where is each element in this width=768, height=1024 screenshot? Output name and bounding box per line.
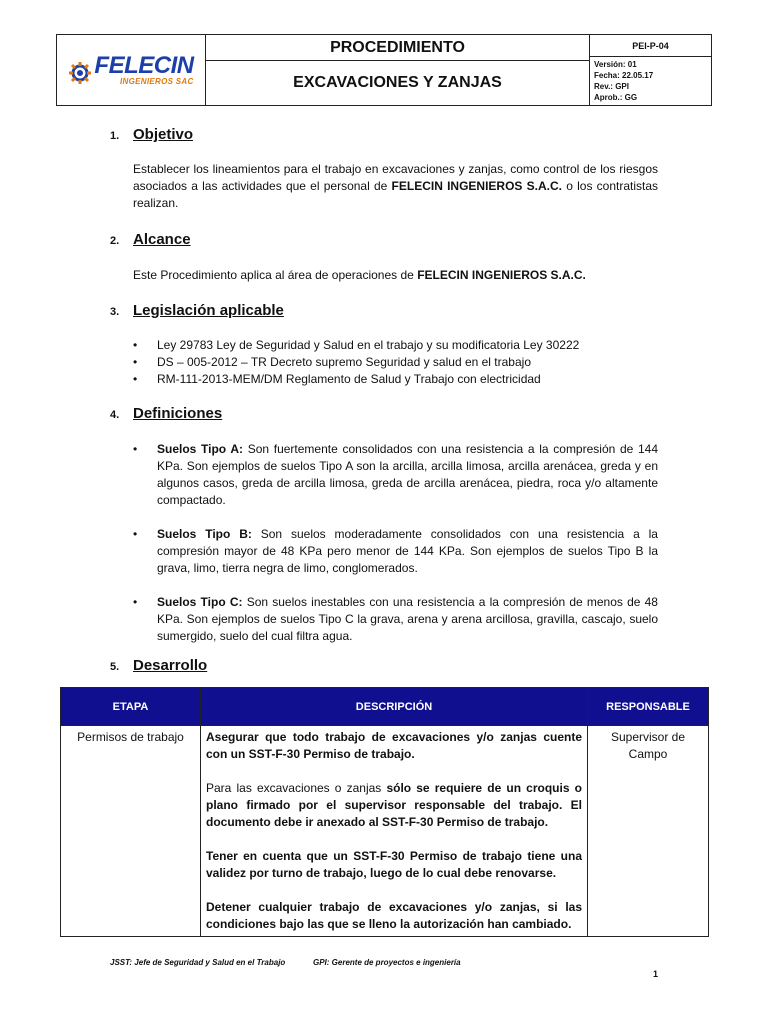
text: tiene una validez por turno de trabajo, luego de lo cual debe renovarse. (206, 849, 583, 880)
document-code: PEI-P-04 (590, 35, 711, 57)
form-reference: SST-F-30 Permiso de trabajo. (248, 747, 415, 761)
document-type: PROCEDIMIENTO (206, 35, 589, 61)
objetivo-paragraph (133, 161, 658, 212)
gear-logo-icon (68, 61, 92, 85)
meta-revision: Rev.: GPI (594, 82, 629, 91)
text: Tener en cuenta que un (206, 849, 354, 863)
objetivo-text: Establecer los lineamientos para el trabajo en excavaciones y zanjas, como control de los riesgos asociados a las actividades que el personal de (133, 162, 658, 193)
description-paragraph (206, 780, 582, 831)
text: Asegurar que todo trabajo de excavaciones y/o zanjas cuente con un (206, 730, 582, 761)
column-header-responsable: RESPONSABLE (588, 688, 709, 726)
cell-etapa: Permisos de trabajo (61, 726, 201, 937)
section-number: 2. (110, 235, 120, 247)
meta-version: Versión: 01 (594, 60, 637, 69)
development-table (60, 687, 709, 937)
column-header-descripcion: DESCRIPCIÓN (201, 688, 588, 726)
list-item: • Ley 29783 Ley de Seguridad y Salud en el trabajo y su modificatoria Ley 30222 (133, 337, 658, 354)
alcance-text: Este Procedimiento aplica al área de operaciones de (133, 268, 418, 282)
text: Para las excavaciones o zanjas (206, 781, 387, 795)
section-heading-desarrollo (110, 657, 207, 674)
definition-item (133, 526, 658, 577)
list-item: • RM-111-2013-MEM/DM Reglamento de Salud y Trabajo con electricidad (133, 371, 658, 388)
footer-note-jsst: JSST: Jefe de Seguridad y Salud en el Trabajo (110, 958, 286, 967)
section-title: Alcance (133, 231, 191, 248)
definition-item (133, 441, 658, 509)
definition-text: Son fuertemente consolidados con una resistencia a la compresión de 144 KPa. Son ejemplos de suelos Tipo A son la arcilla, arcilla limosa, arcilla arenácea, greda y en algunos casos, greda de arcilla limosa, greda de arcilla arenácea, piedra, roca y/o altamente compactado. (157, 442, 659, 507)
column-header-etapa: ETAPA (61, 688, 201, 726)
cell-responsable: Supervisor de Campo (588, 726, 709, 937)
cell-descripcion (201, 726, 588, 937)
section-heading-objetivo (110, 126, 193, 143)
description-paragraph (206, 848, 582, 882)
text-bold: sólo se requiere de un croquis o plano firmado por el supervisor responsable del trabajo. El documento debe ir anexado al (206, 781, 582, 829)
document-title: EXCAVACIONES Y ZANJAS (293, 74, 502, 91)
section-title: Desarrollo (133, 657, 208, 674)
section-number: 1. (110, 130, 120, 142)
section-heading-alcance (110, 231, 191, 248)
table-header-row (61, 688, 709, 726)
logo-subtext: INGENIEROS SAC (120, 76, 194, 86)
company-logo (57, 35, 206, 105)
document-header (56, 34, 712, 106)
footer-note-gpi: GPI: Gerente de proyectos e ingeniería (313, 958, 461, 967)
page-number: 1 (652, 969, 658, 979)
description-paragraph: Detener cualquier trabajo de excavaciones y/o zanjas, si las condiciones bajo las que se lleno la autorización han cambiado. (206, 900, 582, 931)
section-title: Legislación aplicable (133, 302, 284, 319)
alcance-paragraph (133, 267, 658, 284)
form-reference: SST-F-30 Permiso de trabajo (353, 849, 522, 863)
section-number: 5. (110, 661, 120, 673)
definition-term: Suelos Tipo A: (157, 442, 244, 456)
meta-approval: Aprob.: GG (594, 93, 638, 102)
section-number: 3. (110, 306, 120, 318)
definition-term: Suelos Tipo C: (157, 595, 243, 609)
section-heading-legislacion (110, 302, 284, 319)
definition-item (133, 594, 658, 645)
legislation-list (133, 337, 658, 388)
document-meta (590, 57, 711, 105)
definition-text: Son suelos moderadamente consolidados con una resistencia a la compresión mayor de 48 KPa pero menor de 144 KPa. Son ejemplos de suelos Tipo B la grava, limo, tierra negra de limo, conglomerados. (157, 527, 658, 575)
description-paragraph (206, 729, 582, 763)
section-title: Definiciones (133, 405, 223, 422)
definition-text: Son suelos inestables con una resistencia a la compresión de menos de 48 KPa. Son ejemplos de suelos Tipo C la grava, arena y arena arcillosa, gravilla, cascajo, suelo sumergido, suelo del cual filtra agua. (157, 595, 658, 643)
company-name: FELECIN INGENIEROS S.A.C. (391, 179, 562, 193)
definition-term: Suelos Tipo B: (157, 527, 252, 541)
logo-wordmark: FELECIN (94, 51, 194, 79)
meta-date: Fecha: 22.05.17 (594, 71, 654, 80)
table-row (61, 726, 709, 937)
list-item: • DS – 005-2012 – TR Decreto supremo Seguridad y salud en el trabajo (133, 354, 658, 371)
company-name: FELECIN INGENIEROS S.A.C. (417, 268, 586, 282)
section-title: Objetivo (133, 126, 194, 143)
section-heading-definiciones (110, 405, 222, 422)
objetivo-text-end: o los contratistas realizan. (133, 179, 659, 210)
form-reference: SST-F-30 Permiso de trabajo. (382, 815, 549, 829)
definitions-list (133, 441, 658, 662)
section-number: 4. (110, 409, 120, 421)
